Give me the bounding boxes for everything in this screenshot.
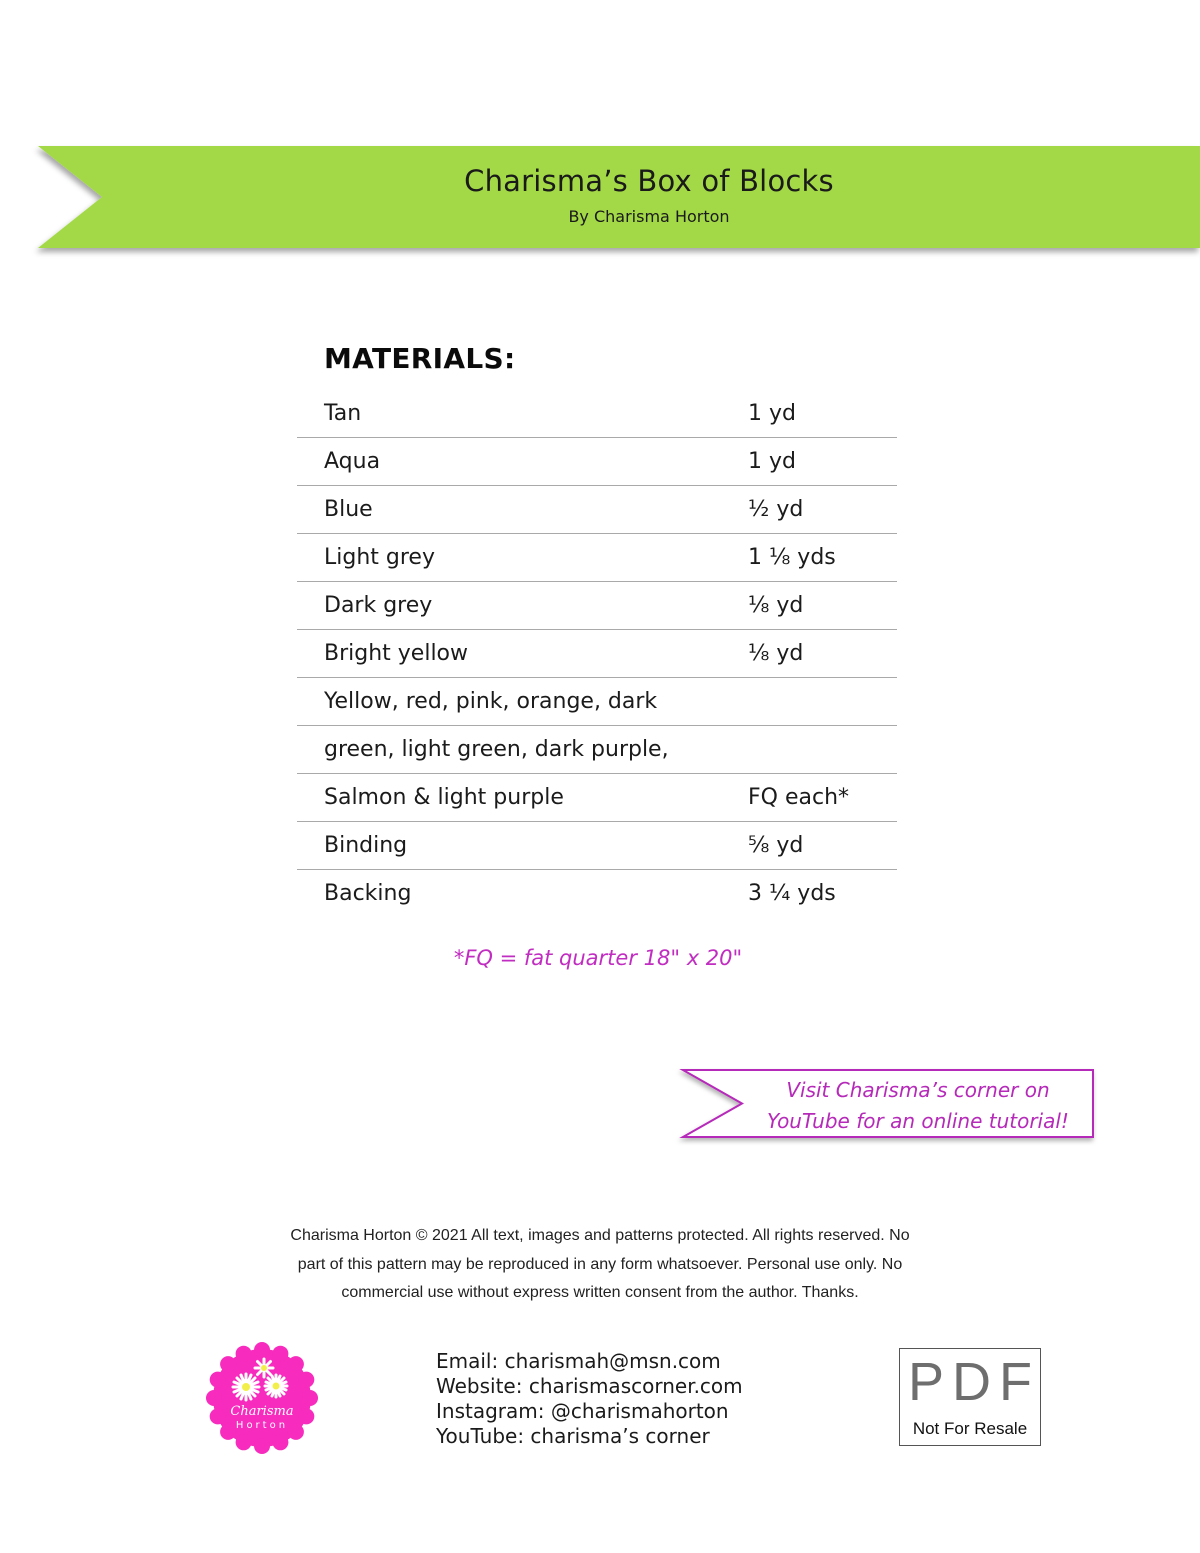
table-row xyxy=(297,582,897,630)
copyright-line: part of this pattern may be reproduced in any form whatsoever. Personal use only. No xyxy=(297,1255,903,1273)
page-title: Charisma’s Box of Blocks xyxy=(464,164,834,198)
material-quantity: 1 ⅛ yds xyxy=(748,545,836,570)
table-row xyxy=(297,678,897,726)
material-name: Aqua xyxy=(324,449,381,474)
materials-heading: MATERIALS: xyxy=(324,342,516,375)
material-name: Blue xyxy=(324,497,373,522)
material-quantity: 1 yd xyxy=(748,401,796,426)
table-row xyxy=(297,774,897,822)
table-row xyxy=(297,534,897,582)
table-row xyxy=(297,630,897,678)
material-name: Binding xyxy=(324,833,408,858)
material-name: Backing xyxy=(324,881,412,906)
pdf-label: PDF xyxy=(908,1352,1040,1412)
pdf-not-for-resale-badge xyxy=(899,1348,1041,1446)
copyright-line: commercial use without express written consent from the author. Thanks. xyxy=(341,1284,859,1301)
table-row xyxy=(297,726,897,774)
logo-name: Charisma xyxy=(230,1404,294,1419)
material-name: Salmon & light purple xyxy=(324,785,564,810)
material-quantity: 3 ¼ yds xyxy=(748,881,836,906)
material-quantity: ½ yd xyxy=(748,497,804,522)
material-name: Light grey xyxy=(324,545,435,570)
table-row xyxy=(297,390,897,438)
materials-table xyxy=(297,390,897,917)
copyright-notice xyxy=(240,1222,960,1308)
material-quantity: ⅝ yd xyxy=(748,833,804,858)
not-for-resale-label: Not For Resale xyxy=(912,1419,1028,1438)
scalloped-badge-icon xyxy=(206,1342,318,1454)
banner-shape xyxy=(38,146,1200,254)
material-name: Tan xyxy=(324,401,362,426)
callout-line-1: Visit Charisma’s corner on xyxy=(786,1078,1050,1102)
material-quantity: ⅛ yd xyxy=(748,641,804,666)
material-name: green, light green, dark purple, xyxy=(324,737,669,762)
title-banner xyxy=(38,146,1200,248)
youtube-callout-ribbon xyxy=(682,1069,1094,1139)
contact-website[interactable]: Website: charismascorner.com xyxy=(436,1374,743,1398)
copyright-line: Charisma Horton © 2021 All text, images and patterns protected. All rights reserved. No xyxy=(290,1227,910,1244)
callout-line-2: YouTube for an online tutorial! xyxy=(767,1109,1069,1133)
footnote-text: *FQ = fat quarter 18" x 20" xyxy=(453,946,743,970)
charisma-horton-logo xyxy=(206,1342,318,1454)
material-name: Yellow, red, pink, orange, dark xyxy=(324,689,658,714)
table-row xyxy=(297,870,897,917)
material-name: Bright yellow xyxy=(324,641,469,666)
table-row xyxy=(297,438,897,486)
logo-surname: Horton xyxy=(235,1420,289,1431)
table-row xyxy=(297,822,897,870)
fat-quarter-footnote xyxy=(0,946,1200,970)
contact-youtube[interactable]: YouTube: charisma’s corner xyxy=(436,1424,710,1448)
contact-email[interactable]: Email: charismah@msn.com xyxy=(436,1349,721,1373)
table-row xyxy=(297,486,897,534)
material-quantity: FQ each* xyxy=(748,785,850,810)
author-byline: By Charisma Horton xyxy=(568,207,730,226)
contact-info xyxy=(436,1349,743,1449)
material-quantity: 1 yd xyxy=(748,449,796,474)
contact-instagram[interactable]: Instagram: @charismahorton xyxy=(436,1399,729,1423)
material-name: Dark grey xyxy=(324,593,433,618)
material-quantity: ⅛ yd xyxy=(748,593,804,618)
